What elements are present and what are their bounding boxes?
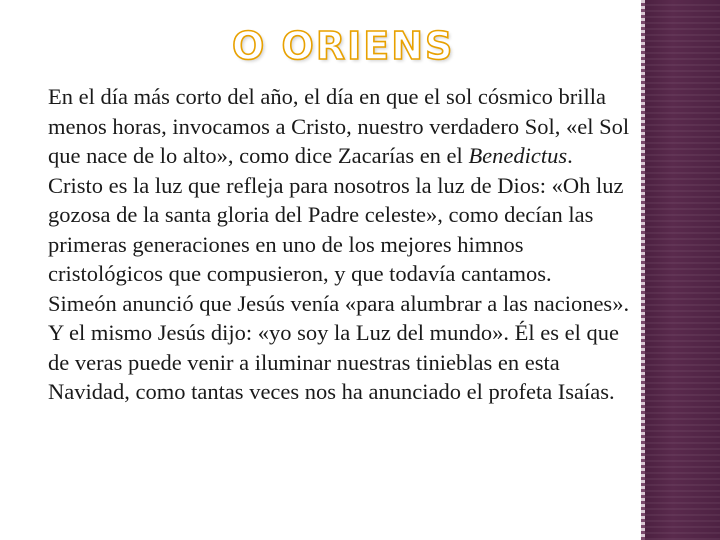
bullet-item-3 <box>20 289 632 407</box>
bullet-text-end: . <box>567 143 573 168</box>
bullet-text-main: En el día más corto del año, el día en que el sol cósmico brilla menos horas, invocamos a Cristo, nuestro verdadero Sol, «el Sol que nace de lo alto», como dice Zacarías en el <box>48 84 630 168</box>
bullet-text: Simeón anunció que Jesús venía «para alumbrar a las naciones». Y el mismo Jesús dijo: «yo soy la Luz del mundo». Él es el que de veras puede venir a iluminar nuestras tinieblas en esta Navidad, como tantas veces nos ha anunciado el profeta Isaías. <box>48 290 630 404</box>
bullet-text-italic: Benedictus <box>468 143 568 168</box>
bullet-list <box>20 82 632 407</box>
bullet-item-1 <box>20 82 632 171</box>
bullet-text: Cristo es la luz que refleja para nosotros la luz de Dios: «Oh luz gozosa de la santa gloria del Padre celeste», como decían las primeras generaciones en uno de los mejores himnos cristológicos que compusieron, y que todavía cantamos. <box>48 172 624 286</box>
sidebar-edge-stripe <box>641 0 645 540</box>
slide-title: O ORIENS <box>232 24 455 68</box>
bullet-item-2 <box>20 171 632 289</box>
sidebar-texture <box>641 0 720 540</box>
decorative-sidebar <box>641 0 720 540</box>
bullet-text <box>48 82 632 171</box>
